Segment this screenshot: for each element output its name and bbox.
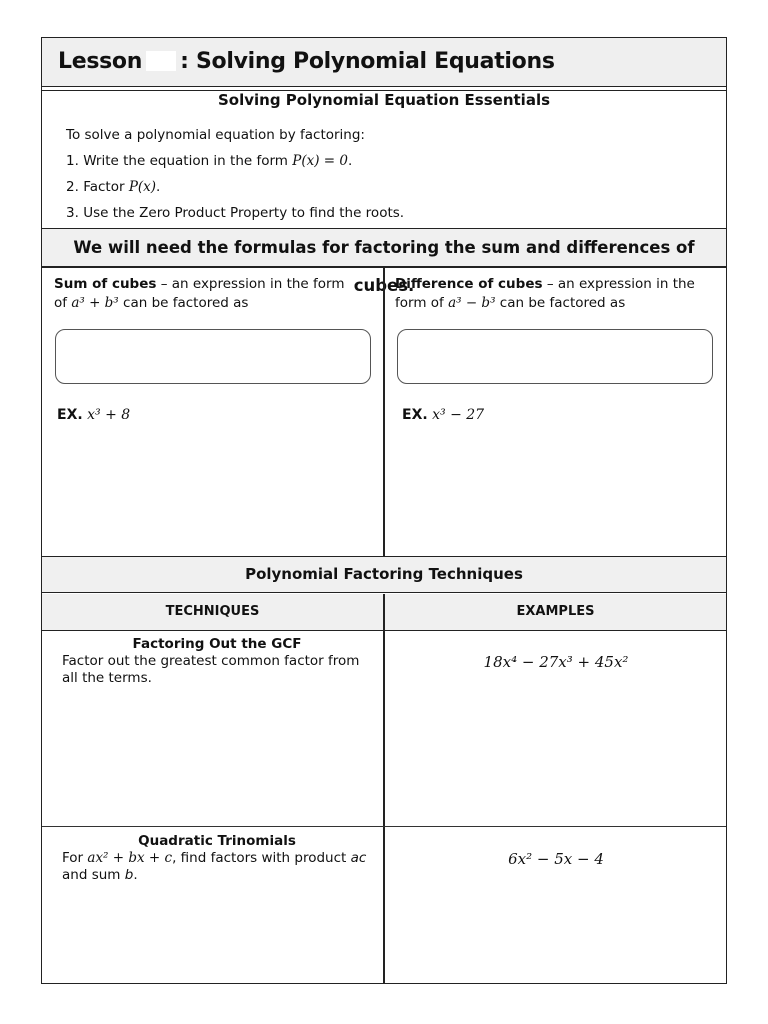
examples-column-header: EXAMPLES bbox=[385, 594, 726, 631]
example-label: EX. bbox=[57, 407, 83, 423]
techniques-column-divider bbox=[383, 594, 385, 984]
step-math: P(x) bbox=[128, 179, 157, 195]
desc-b: b bbox=[124, 867, 134, 883]
difference-line2-pre: form of bbox=[395, 295, 449, 311]
step-2 bbox=[66, 174, 404, 200]
essentials-heading: Solving Polynomial Equation Essentials bbox=[217, 91, 551, 109]
difference-of-cubes-example bbox=[402, 407, 484, 423]
desc-end: . bbox=[133, 867, 138, 883]
worksheet bbox=[41, 37, 727, 984]
title-subject: : Solving Polynomial Equations bbox=[180, 49, 555, 74]
step-text: Use the Zero Product Property to find the roots. bbox=[83, 205, 405, 221]
sum-of-cubes-example bbox=[57, 407, 130, 423]
example-quadratic: 6x² − 5x − 4 bbox=[508, 850, 604, 868]
page-title bbox=[58, 49, 555, 74]
step-3 bbox=[66, 200, 404, 226]
title-bar bbox=[42, 38, 726, 87]
sum-expression: a³ + b³ bbox=[71, 295, 119, 311]
step-number: 3. bbox=[66, 205, 79, 221]
step-math: P(x) = 0 bbox=[292, 153, 348, 169]
difference-of-cubes-label: Difference of cubes bbox=[395, 276, 543, 292]
example-gcf: 18x⁴ − 27x³ + 45x² bbox=[483, 653, 629, 671]
technique-name: Factoring Out the GCF bbox=[132, 636, 302, 652]
techniques-heading: Polynomial Factoring Techniques bbox=[42, 556, 726, 593]
example-label: EX. bbox=[402, 407, 428, 423]
sum-of-cubes-label: Sum of cubes bbox=[54, 276, 157, 292]
technique-quadratic bbox=[62, 833, 372, 884]
step-1 bbox=[66, 148, 404, 174]
sum-example-expression: x³ + 8 bbox=[82, 407, 131, 423]
essentials-body bbox=[66, 122, 404, 226]
desc-post: , find factors with product bbox=[172, 850, 351, 866]
title-lesson-word: Lesson bbox=[58, 49, 143, 74]
formulas-heading: We will need the formulas for factoring the sum and differences of cubes. bbox=[42, 228, 726, 268]
step-number: 2. bbox=[66, 179, 79, 195]
technique-description bbox=[62, 850, 372, 884]
sum-line2-pre: of bbox=[54, 295, 72, 311]
desc-ac: ac bbox=[350, 850, 367, 866]
difference-of-cubes-answer-box[interactable] bbox=[397, 329, 713, 384]
sum-of-cubes-description bbox=[54, 275, 374, 313]
technique-name: Quadratic Trinomials bbox=[138, 833, 296, 849]
lesson-number-blank bbox=[146, 51, 176, 71]
desc-mid: and sum bbox=[62, 867, 125, 883]
difference-line2-post: can be factored as bbox=[495, 295, 626, 311]
divider bbox=[42, 90, 726, 91]
sum-line2-post: can be factored as bbox=[118, 295, 249, 311]
step-text: Write the equation in the form bbox=[83, 153, 293, 169]
difference-desc: – an expression in the bbox=[542, 276, 695, 292]
step-after: . bbox=[347, 153, 353, 169]
difference-example-expression: x³ − 27 bbox=[427, 407, 485, 423]
sum-of-cubes-answer-box[interactable] bbox=[55, 329, 371, 384]
step-text: Factor bbox=[83, 179, 129, 195]
step-number: 1. bbox=[66, 153, 79, 169]
technique-gcf bbox=[62, 636, 372, 687]
techniques-column-header: TECHNIQUES bbox=[42, 594, 383, 631]
difference-of-cubes-description bbox=[395, 275, 715, 313]
column-divider bbox=[383, 268, 385, 556]
essentials-intro: To solve a polynomial equation by factoring: bbox=[66, 127, 365, 143]
desc-pre: For bbox=[62, 850, 88, 866]
desc-math: ax² + bx + c bbox=[87, 850, 173, 866]
difference-expression: a³ − b³ bbox=[448, 295, 496, 311]
technique-description: Factor out the greatest common factor from all the terms. bbox=[62, 653, 360, 686]
sum-desc: – an expression in the form bbox=[156, 276, 345, 292]
row-divider bbox=[42, 826, 726, 827]
step-after: . bbox=[156, 179, 161, 195]
